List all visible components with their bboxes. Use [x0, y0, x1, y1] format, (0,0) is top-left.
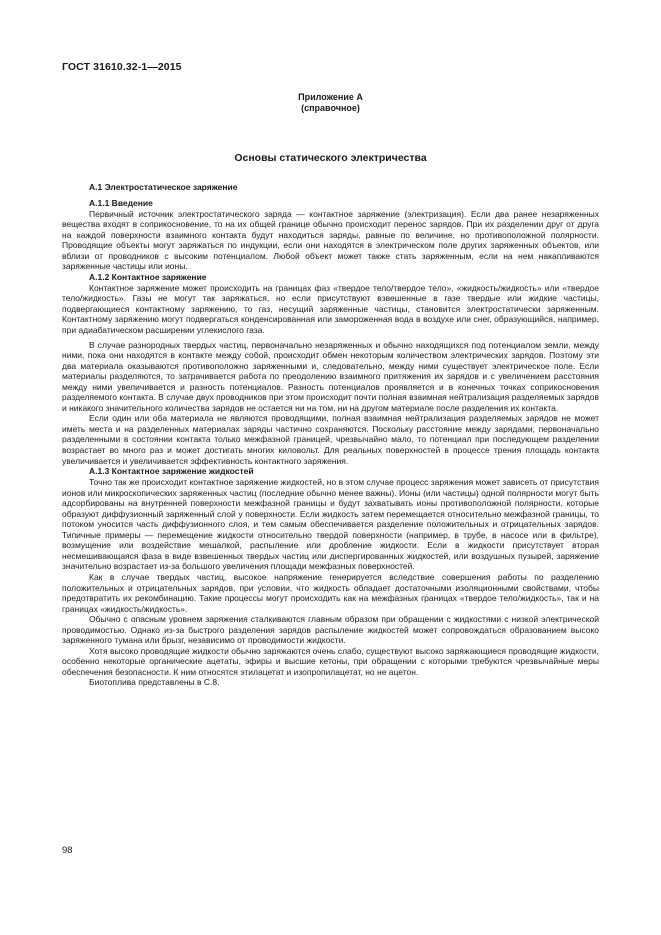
paragraph: Как в случае твердых частиц, высокое напряжение генерируется вследствие совершения работы по разделению положительных и отрицательных зарядов, при условии, что жидкость обладает достаточными изоляционными свойствами, чтобы предотвратить их рекомбинацию. Такие процессы могут происходить как на межфазных границах «твердое тело/жидкость», так и на границах «жидкость/жидкость». [62, 572, 599, 614]
paragraph: Точно так же происходит контактное заряжение жидкостей, но в этом случае процесс заряжения может зависеть от присутствия ионов или микроскопических заряженных частиц (последние обычно менее важны). Ионы (или частицы) одной полярности могут быть адсорбированы на внутренней поверхности межфазной границы и будут захватывать ионы противоположной полярности, которые образуют диффузионный заряженный слой у поверхности. Если жидкость затем перемещается относительно межфазной границы, то потоком уносится часть диффузионного слоя, и тем самым обеспечивается разделение положительных и отрицательных зарядов. Типичные примеры — перемещение жидкости относительно твердой поверхности (например, в трубе, в насосе или в фильтре), возмущение или воздействие мешалкой, распыление или дробление жидкости. Если в жидкости присутствует вторая несмешивающаяся фаза в виде взвешенных твердых частиц или диспергированных жидкостей, или воздушных пузырей, заряжение значительно возрастает из-за большого увеличения площади межфазных поверхностей. [62, 477, 599, 572]
appendix-title: Приложение А [298, 92, 363, 102]
page-number: 98 [62, 845, 73, 856]
section-a13-heading: А.1.3 Контактное заряжение жидкостей [89, 466, 254, 477]
appendix-heading [0, 92, 661, 114]
paragraph: Контактное заряжение может происходить на границах фаз «твердое тело/твердое тело», «жидкость/жидкость» или «твердое тело/жидкость». Газы не могут так заряжаться, но если присутствуют взвешенные в газе твердые или жидкие частицы, подвергающиеся контактному заряжению, то газ, несущий заряженные частицы, становится электростатически заряженным. Контактному заряжению могут подвергаться конденсированная или замороженная вода в воздухе или снег, образующийся, например, при адиабатическом расширении углекислого газа. [62, 282, 599, 335]
section-a11-heading: А.1.1 Введение [89, 197, 153, 208]
standard-header: ГОСТ 31610.32-1—2015 [62, 61, 182, 73]
paragraph: Хотя высоко проводящие жидкости обычно заряжаются очень слабо, существуют высоко заряжающиеся проводящие жидкости, особенно некоторые органические ацетаты, эфиры и высшие кетоны, при обращении с которыми требуются чрезвычайные меры обеспечения безопасности. К ним относятся этилацетат и изопропилацетат, но не ацетон. [62, 645, 599, 677]
appendix-subtitle: (справочное) [301, 103, 360, 113]
document-body [62, 182, 599, 688]
main-title: Основы статического электричества [234, 152, 427, 164]
paragraph: В случае разнородных твердых частиц, первоначально незаряженных и обычно находящихся под потенциалом земли, между ними, пока они находятся в контакте между собой, происходит обмен некоторым количеством электрических зарядов. Поэтому эти два материала оказываются противоположно заряженными и, следовательно, между ними существует электрическое поле. Если материалы разделяются, то затрачивается работа по преодолению взаимного притяжения их зарядов и с увеличением расстояния между ними увеличивается и разность потенциалов. Разность потенциалов проявляется и в конечных точках соприкосновения разделяемого контакта. В случае двух проводников при этом происходит почти полная взаимная нейтрализация разделяемых зарядов и никакого значительного количества зарядов не остается ни на том, ни на другом материале после разделения их контакта. [62, 339, 599, 413]
paragraph: Обычно с опасным уровнем заряжения сталкиваются главным образом при обращении с жидкостями с низкой электрической проводимостью. Однако из-за быстрого разделения зарядов распыление жидкостей может сопровождаться образованием высоко заряженного тумана или брызг, независимо от проводимости жидкости. [62, 614, 599, 646]
section-a1-heading: А.1 Электростатическое заряжение [89, 182, 238, 192]
paragraph: Биотоплива представлены в С.8. [89, 677, 220, 688]
section-a12-heading: А.1.2 Контактное заряжение [89, 271, 207, 282]
paragraph: Если один или оба материала не являются проводящими, полная взаимная нейтрализация разделяемых зарядов не может иметь места и на разделенных материалах заряды частично сохраняются. Поскольку расстояние между зарядами, первоначально разделенными в состоянии контакта только межфазной границей, чрезвычайно мало, то потенциал при последующем разделении возрастает во много раз и может достигать многих киловольт. Для реальных поверхностей в процессе трения площадь контакта увеличивается и увеличивается эффективность контактного заряжения. [62, 413, 599, 466]
paragraph: Первичный источник электростатического заряда — контактное заряжение (электризация). Если два ранее незаряженных вещества входят в соприкосновение, то на их общей границе обычно происходит перенос зарядов. При их разделении друг от друга на каждой поверхности взаимного контакта будут находиться заряды, равные по величине, но противоположной полярности. Проводящие объекты могут заряжаться по индукции, если они находятся в электрическом поле других заряженных объектов, или вблизи от проводников с высоким потенциалом. Любой объект может также стать заряженным, если на нем накапливаются заряженные частицы или ионы. [62, 208, 599, 272]
